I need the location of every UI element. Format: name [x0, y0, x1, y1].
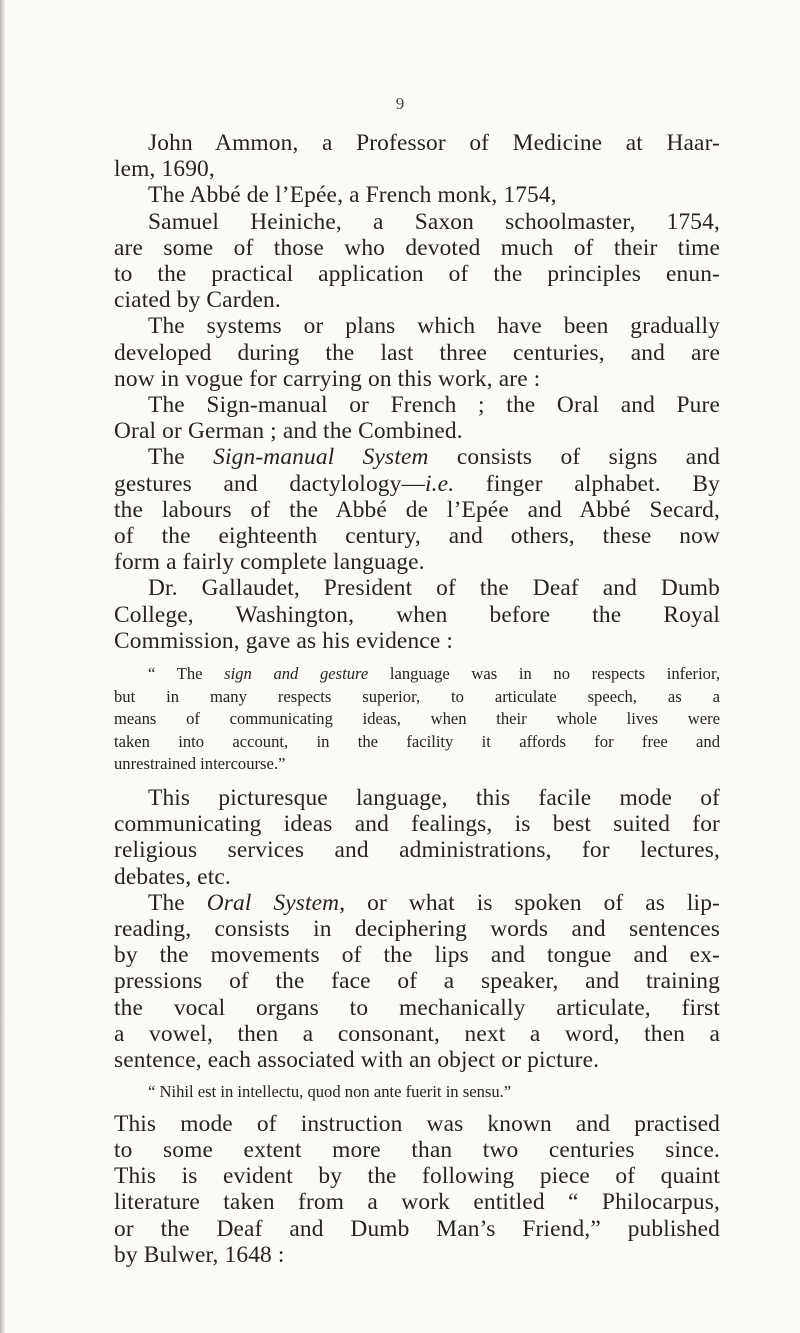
text-line: developed during the last three centuries, and are [114, 339, 720, 366]
quote-line: means of communicating ideas, when their whole lives were [114, 709, 720, 729]
paragraph-systems [114, 313, 720, 392]
text-span: gestures and dactylology— [114, 470, 426, 497]
text-line: now in vogue for carrying on this work, are : [114, 365, 541, 392]
text-span: The [148, 889, 207, 916]
text-line: religious services and administrations, for lectures, [114, 837, 720, 864]
text-line: literature taken from a work entitled “ Philocarpus, [114, 1189, 720, 1216]
text-span: consists of signs and [428, 444, 721, 471]
text-line: This picturesque language, this facile mode of [148, 785, 720, 812]
text-line: Dr. Gallaudet, President of the Deaf and Dumb [148, 575, 720, 602]
text-line: The systems or plans which have been gradually [148, 313, 720, 340]
text-line: debates, etc. [114, 863, 231, 890]
text-span: The [148, 444, 214, 471]
text-line: John Ammon, a Professor of Medicine at Haar- [148, 130, 720, 156]
text-line: by Bulwer, 1648 : [114, 1241, 285, 1268]
paragraph-sign-manual [114, 444, 720, 575]
page-number: 9 [395, 94, 405, 113]
text-line: Oral or German ; and the Combined. [114, 418, 463, 445]
text-line: to the practical application of the principles enun- [114, 261, 720, 288]
emphasis-text: sign and gesture [224, 664, 369, 684]
text-line: lem, 1690, [114, 156, 215, 183]
quote-line: taken into account, in the facility it affords for free and [114, 731, 720, 751]
text-line: to some extent more than two centuries since. [114, 1137, 720, 1164]
text-line: pressions of the face of a speaker, and training [114, 968, 720, 995]
text-line: College, Washington, when before the Royal [114, 601, 720, 628]
paragraph-epee [114, 182, 720, 208]
text-span: finger alphabet. By [454, 470, 720, 497]
text-line: Samuel Heiniche, a Saxon schoolmaster, 1754, [148, 208, 720, 235]
text-line: The Abbé de l’Epée, a French monk, 1754, [148, 182, 557, 209]
block-quote-latin [114, 1081, 720, 1104]
paragraph-picturesque [114, 785, 720, 890]
text-line: ciated by Carden. [114, 287, 281, 314]
text-line [114, 890, 720, 916]
text-line [114, 444, 720, 470]
text-line: the labours of the Abbé de l’Epée and Abbé Secard, [114, 496, 720, 523]
emphasis-text: i.e. [425, 470, 455, 497]
text-line: This mode of instruction was known and practised [114, 1110, 720, 1137]
text-line: or the Deaf and Dumb Man’s Friend,” published [114, 1215, 720, 1242]
paragraph-gallaudet [114, 575, 720, 654]
text-line: a vowel, then a consonant, next a word, then a [114, 1020, 720, 1047]
text-line: This is evident by the following piece of quaint [114, 1163, 720, 1190]
page-edge-shadow [0, 0, 5, 1333]
paragraph-ammon [114, 130, 720, 182]
text-span: , or what is spoken of as lip- [339, 889, 720, 916]
quote-line: unrestrained intercourse.” [114, 754, 286, 774]
paragraph-instruction [114, 1111, 720, 1268]
text-line [114, 471, 720, 497]
text-line: are some of those who devoted much of their time [114, 234, 720, 261]
text-line: reading, consists in deciphering words and sentences [114, 916, 720, 943]
block-quote-gallaudet [114, 663, 720, 776]
paragraph-heiniche [114, 209, 720, 314]
text-line: communicating ideas and fealings, is best suited for [114, 811, 720, 838]
quote-line: but in many respects superior, to articulate speech, as a [114, 686, 720, 706]
text-line: form a fairly complete language. [114, 549, 425, 576]
paragraph-oral-system [114, 890, 720, 1073]
text-span: “ The [148, 664, 225, 684]
text-line: sentence, each associated with an object or picture. [114, 1047, 600, 1074]
quote-line: “ Nihil est in intellectu, quod non ante fuerit in sensu.” [148, 1082, 512, 1102]
paragraph-system-list [114, 392, 720, 444]
emphasis-text: Oral System [206, 889, 340, 916]
text-span: language was in no respects inferior, [368, 664, 720, 684]
text-line: by the movements of the lips and tongue and ex- [114, 942, 720, 969]
text-line: Commission, gave as his evidence : [114, 627, 454, 654]
quote-line [114, 663, 720, 686]
emphasis-text: Sign-manual System [213, 444, 429, 471]
body-text [114, 130, 720, 1268]
text-line: The Sign-manual or French ; the Oral and Pure [148, 392, 720, 419]
text-line: the vocal organs to mechanically articulate, first [114, 994, 720, 1021]
text-line: of the eighteenth century, and others, these now [114, 523, 720, 550]
